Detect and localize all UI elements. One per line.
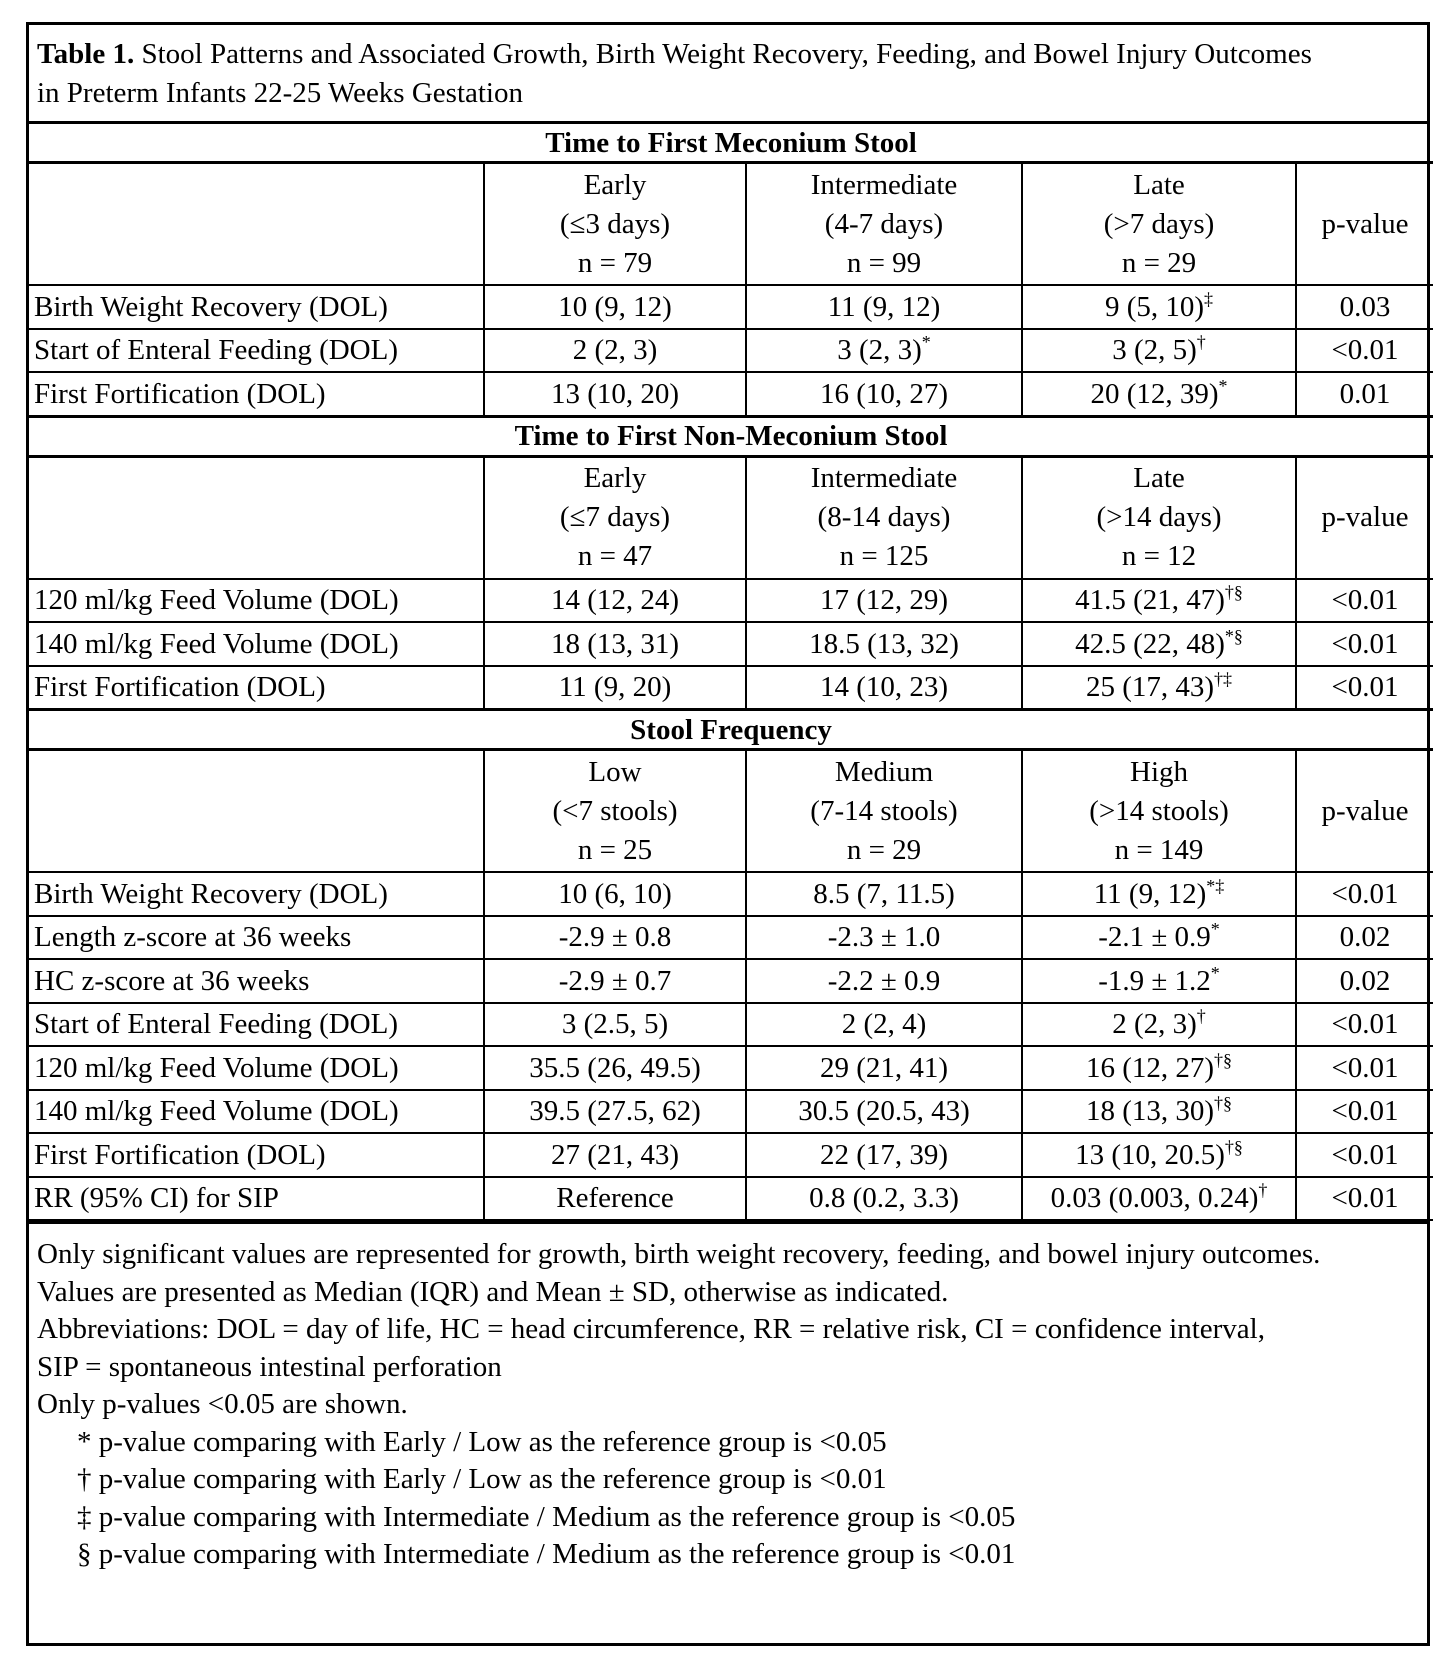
footnote-line: § p-value comparing with Intermediate / Medium as the reference group is <0.01 xyxy=(77,1538,1016,1570)
value-cell xyxy=(484,916,746,960)
cell-value: -2.9 ± 0.7 xyxy=(558,964,672,997)
caption-title-line2: in Preterm Infants 22-25 Weeks Gestation xyxy=(37,77,523,109)
significance-marker: *‡ xyxy=(1206,875,1225,896)
header-blank-cell xyxy=(29,163,484,286)
note-line: SIP = spontaneous intestinal perforation xyxy=(37,1350,502,1383)
note-line: Abbreviations: DOL = day of life, HC = head circumference, RR = relative risk, CI = confidence interval, xyxy=(37,1313,1265,1345)
pvalue-cell: <0.01 xyxy=(1296,1177,1433,1221)
cell-value: 18 (13, 31) xyxy=(550,627,680,660)
caption-label: Table 1. xyxy=(37,38,135,70)
value-cell xyxy=(1022,285,1296,329)
group-range: (>14 days) xyxy=(1096,501,1222,533)
group-name: Early xyxy=(583,168,647,201)
cell-value: -2.3 ± 1.0 xyxy=(827,921,941,954)
significance-marker: * xyxy=(1210,962,1220,983)
cell-value: 30.5 (20.5, 43) xyxy=(798,1095,970,1128)
group-header-cell xyxy=(484,163,746,286)
group-range: (7-14 stools) xyxy=(810,794,958,827)
pvalue-cell: 0.01 xyxy=(1296,372,1433,416)
caption-title-line1: Stool Patterns and Associated Growth, Birth Weight Recovery, Feeding, and Bowel Injury Outcomes xyxy=(134,38,1312,70)
table-row xyxy=(29,329,1433,373)
table-row xyxy=(29,959,1433,1003)
value-cell xyxy=(746,1177,1022,1221)
group-header-cell xyxy=(1022,456,1296,579)
value-cell xyxy=(746,1090,1022,1134)
group-header-cell xyxy=(1022,750,1296,873)
cell-value: 42.5 (22, 48) xyxy=(1075,627,1225,660)
group-count: n = 29 xyxy=(1121,246,1197,279)
cell-value: Reference xyxy=(556,1182,674,1215)
results-table-body xyxy=(29,124,1433,1220)
row-label: 120 ml/kg Feed Volume (DOL) xyxy=(29,579,484,623)
group-name: Intermediate xyxy=(810,462,958,494)
group-range: (<7 stools) xyxy=(552,794,678,827)
cell-value: 39.5 (27.5, 62) xyxy=(529,1095,701,1128)
significance-marker: *§ xyxy=(1224,625,1243,646)
cell-value: 20 (12, 39) xyxy=(1090,377,1219,410)
table-row xyxy=(29,1177,1433,1221)
row-label: 140 ml/kg Feed Volume (DOL) xyxy=(29,622,484,666)
pvalue-cell: <0.01 xyxy=(1296,1090,1433,1134)
row-label: Birth Weight Recovery (DOL) xyxy=(29,872,484,916)
row-label: Length z-score at 36 weeks xyxy=(29,916,484,960)
table-row xyxy=(29,916,1433,960)
pvalue-cell: <0.01 xyxy=(1296,579,1433,623)
significance-marker: † xyxy=(1196,332,1206,353)
group-range: (4-7 days) xyxy=(824,207,944,240)
row-label: 120 ml/kg Feed Volume (DOL) xyxy=(29,1046,484,1090)
row-label: First Fortification (DOL) xyxy=(29,372,484,416)
group-header-cell xyxy=(484,456,746,579)
cell-value: -2.2 ± 0.9 xyxy=(827,964,941,997)
value-cell xyxy=(484,1177,746,1221)
row-label: Birth Weight Recovery (DOL) xyxy=(29,285,484,329)
row-label: 140 ml/kg Feed Volume (DOL) xyxy=(29,1090,484,1134)
value-cell xyxy=(1022,666,1296,710)
pvalue-cell: 0.02 xyxy=(1296,959,1433,1003)
cell-value: 35.5 (26, 49.5) xyxy=(529,1051,701,1084)
group-range: (≤7 days) xyxy=(559,501,671,533)
row-label: RR (95% CI) for SIP xyxy=(29,1177,484,1221)
significance-marker: †‡ xyxy=(1214,669,1233,690)
group-header-cell xyxy=(484,750,746,873)
significance-marker: † xyxy=(1196,1006,1206,1027)
cell-value: 8.5 (7, 11.5) xyxy=(813,877,955,910)
cell-value: 11 (9, 12) xyxy=(827,290,941,323)
cell-value: 17 (12, 29) xyxy=(819,584,949,617)
value-cell xyxy=(484,622,746,666)
group-header-cell xyxy=(746,750,1022,873)
note-line: Only p-values <0.05 are shown. xyxy=(37,1388,408,1420)
value-cell xyxy=(484,1046,746,1090)
group-header-row xyxy=(29,456,1433,579)
value-cell xyxy=(484,1090,746,1134)
value-cell xyxy=(484,329,746,373)
group-name: Low xyxy=(588,755,642,788)
pvalue-cell: <0.01 xyxy=(1296,1046,1433,1090)
value-cell xyxy=(746,329,1022,373)
cell-value: -2.9 ± 0.8 xyxy=(558,921,672,954)
cell-value: -1.9 ± 1.2 xyxy=(1098,964,1211,997)
group-count: n = 47 xyxy=(577,540,653,572)
group-name: Early xyxy=(583,462,647,494)
table-row xyxy=(29,1133,1433,1177)
value-cell xyxy=(484,1133,746,1177)
table-row xyxy=(29,285,1433,329)
row-label: First Fortification (DOL) xyxy=(29,666,484,710)
group-count: n = 99 xyxy=(846,246,922,279)
significance-marker: †§ xyxy=(1214,1049,1233,1070)
value-cell xyxy=(1022,916,1296,960)
row-label: Start of Enteral Feeding (DOL) xyxy=(29,1003,484,1047)
group-range: (8-14 days) xyxy=(817,501,951,533)
significance-marker: †§ xyxy=(1224,1136,1243,1157)
cell-value: 14 (12, 24) xyxy=(550,584,680,617)
pvalue-cell: <0.01 xyxy=(1296,1003,1433,1047)
value-cell xyxy=(484,579,746,623)
value-cell xyxy=(1022,1090,1296,1134)
group-count: n = 79 xyxy=(577,246,653,279)
significance-marker: * xyxy=(1210,919,1220,940)
cell-value: 18.5 (13, 32) xyxy=(809,627,959,660)
header-blank-cell xyxy=(29,750,484,873)
group-range: (≤3 days) xyxy=(559,207,671,240)
cell-value: 0.8 (0.2, 3.3) xyxy=(809,1182,959,1215)
section-title: Time to First Meconium Stool xyxy=(29,124,1433,163)
group-count: n = 149 xyxy=(1114,833,1204,866)
value-cell xyxy=(1022,579,1296,623)
significance-marker: †§ xyxy=(1224,582,1243,603)
table-row xyxy=(29,1090,1433,1134)
pvalue-cell: <0.01 xyxy=(1296,622,1433,666)
cell-value: 18 (13, 30) xyxy=(1085,1095,1215,1128)
note-line: Values are presented as Median (IQR) and Mean ± SD, otherwise as indicated. xyxy=(37,1275,949,1308)
table-figure xyxy=(26,22,1430,1646)
row-label: Start of Enteral Feeding (DOL) xyxy=(29,329,484,373)
significance-marker: ‡ xyxy=(1204,288,1214,309)
group-name: Late xyxy=(1133,462,1185,494)
value-cell xyxy=(746,1133,1022,1177)
table-row xyxy=(29,372,1433,416)
row-label: HC z-score at 36 weeks xyxy=(29,959,484,1003)
value-cell xyxy=(484,372,746,416)
row-label: First Fortification (DOL) xyxy=(29,1133,484,1177)
pvalue-cell: <0.01 xyxy=(1296,872,1433,916)
value-cell xyxy=(746,285,1022,329)
group-count: n = 25 xyxy=(577,833,653,866)
pvalue-cell: <0.01 xyxy=(1296,329,1433,373)
cell-value: -2.1 ± 0.9 xyxy=(1098,921,1211,954)
group-name: High xyxy=(1130,755,1188,788)
cell-value: 11 (9, 20) xyxy=(558,671,672,704)
value-cell xyxy=(1022,1133,1296,1177)
group-header-cell xyxy=(1022,163,1296,286)
section-title: Stool Frequency xyxy=(29,710,1433,750)
value-cell xyxy=(1022,622,1296,666)
significance-marker: * xyxy=(921,332,931,353)
cell-value: 2 (2, 3) xyxy=(572,334,658,367)
header-blank-cell xyxy=(29,456,484,579)
table-notes xyxy=(29,1221,1427,1574)
cell-value: 2 (2, 4) xyxy=(841,1008,927,1041)
value-cell xyxy=(746,372,1022,416)
pvalue-header: p-value xyxy=(1296,456,1433,579)
significance-marker: * xyxy=(1218,375,1228,396)
table-row xyxy=(29,872,1433,916)
section-title-row xyxy=(29,124,1433,163)
pvalue-cell: <0.01 xyxy=(1296,1133,1433,1177)
value-cell xyxy=(1022,372,1296,416)
cell-value: 13 (10, 20.5) xyxy=(1075,1138,1225,1171)
value-cell xyxy=(746,1046,1022,1090)
cell-value: 41.5 (21, 47) xyxy=(1075,584,1225,617)
value-cell xyxy=(746,872,1022,916)
footnote-line: * p-value comparing with Early / Low as the reference group is <0.05 xyxy=(77,1425,887,1458)
cell-value: 27 (21, 43) xyxy=(550,1138,680,1171)
cell-value: 0.03 (0.003, 0.24) xyxy=(1050,1182,1259,1215)
cell-value: 11 (9, 12) xyxy=(1093,877,1207,910)
section-title: Time to First Non-Meconium Stool xyxy=(29,416,1433,456)
group-header-cell xyxy=(746,456,1022,579)
value-cell xyxy=(484,1003,746,1047)
value-cell xyxy=(1022,1003,1296,1047)
table-row xyxy=(29,579,1433,623)
section-title-row xyxy=(29,416,1433,456)
pvalue-cell: <0.01 xyxy=(1296,666,1433,710)
cell-value: 10 (6, 10) xyxy=(558,877,672,910)
cell-value: 22 (17, 39) xyxy=(819,1138,949,1171)
value-cell xyxy=(484,959,746,1003)
value-cell xyxy=(746,666,1022,710)
results-table xyxy=(29,124,1433,1221)
cell-value: 13 (10, 20) xyxy=(550,377,680,410)
significance-marker: † xyxy=(1258,1180,1268,1201)
table-row xyxy=(29,1046,1433,1090)
group-count: n = 29 xyxy=(846,833,922,866)
cell-value: 25 (17, 43) xyxy=(1085,671,1215,704)
value-cell xyxy=(1022,872,1296,916)
pvalue-header: p-value xyxy=(1296,163,1433,286)
cell-value: 10 (9, 12) xyxy=(558,290,672,323)
cell-value: 16 (12, 27) xyxy=(1085,1051,1215,1084)
cell-value: 9 (5, 10) xyxy=(1104,290,1205,323)
cell-value: 16 (10, 27) xyxy=(819,377,949,410)
table-row xyxy=(29,666,1433,710)
value-cell xyxy=(746,1003,1022,1047)
pvalue-header: p-value xyxy=(1296,750,1433,873)
group-header-row xyxy=(29,163,1433,286)
cell-value: 3 (2.5, 5) xyxy=(561,1008,669,1041)
section-title-row xyxy=(29,710,1433,750)
pvalue-cell: 0.02 xyxy=(1296,916,1433,960)
group-range: (>14 stools) xyxy=(1089,794,1229,827)
cell-value: 3 (2, 5) xyxy=(1112,334,1197,367)
value-cell xyxy=(484,666,746,710)
table-row xyxy=(29,1003,1433,1047)
group-range: (>7 days) xyxy=(1103,207,1215,240)
value-cell xyxy=(484,285,746,329)
value-cell xyxy=(746,622,1022,666)
group-count: n = 125 xyxy=(839,540,929,572)
group-name: Late xyxy=(1133,168,1185,201)
value-cell xyxy=(746,916,1022,960)
group-name: Intermediate xyxy=(810,168,958,201)
cell-value: 3 (2, 3) xyxy=(837,334,922,367)
footnote-line: ‡ p-value comparing with Intermediate / Medium as the reference group is <0.05 xyxy=(77,1500,1016,1533)
group-name: Medium xyxy=(834,755,934,788)
value-cell xyxy=(1022,959,1296,1003)
note-line: Only significant values are represented for growth, birth weight recovery, feeding, and bowel injury outcomes. xyxy=(37,1238,1321,1270)
group-count: n = 12 xyxy=(1121,540,1197,572)
significance-marker: †§ xyxy=(1214,1093,1233,1114)
cell-value: 14 (10, 23) xyxy=(819,671,949,704)
footnote-line: † p-value comparing with Early / Low as the reference group is <0.01 xyxy=(77,1463,887,1495)
value-cell xyxy=(484,872,746,916)
value-cell xyxy=(1022,1177,1296,1221)
value-cell xyxy=(1022,329,1296,373)
pvalue-cell: 0.03 xyxy=(1296,285,1433,329)
cell-value: 2 (2, 3) xyxy=(1112,1008,1197,1041)
value-cell xyxy=(746,579,1022,623)
value-cell xyxy=(1022,1046,1296,1090)
table-caption xyxy=(29,25,1427,124)
value-cell xyxy=(746,959,1022,1003)
group-header-cell xyxy=(746,163,1022,286)
cell-value: 29 (21, 41) xyxy=(819,1051,949,1084)
table-row xyxy=(29,622,1433,666)
group-header-row xyxy=(29,750,1433,873)
